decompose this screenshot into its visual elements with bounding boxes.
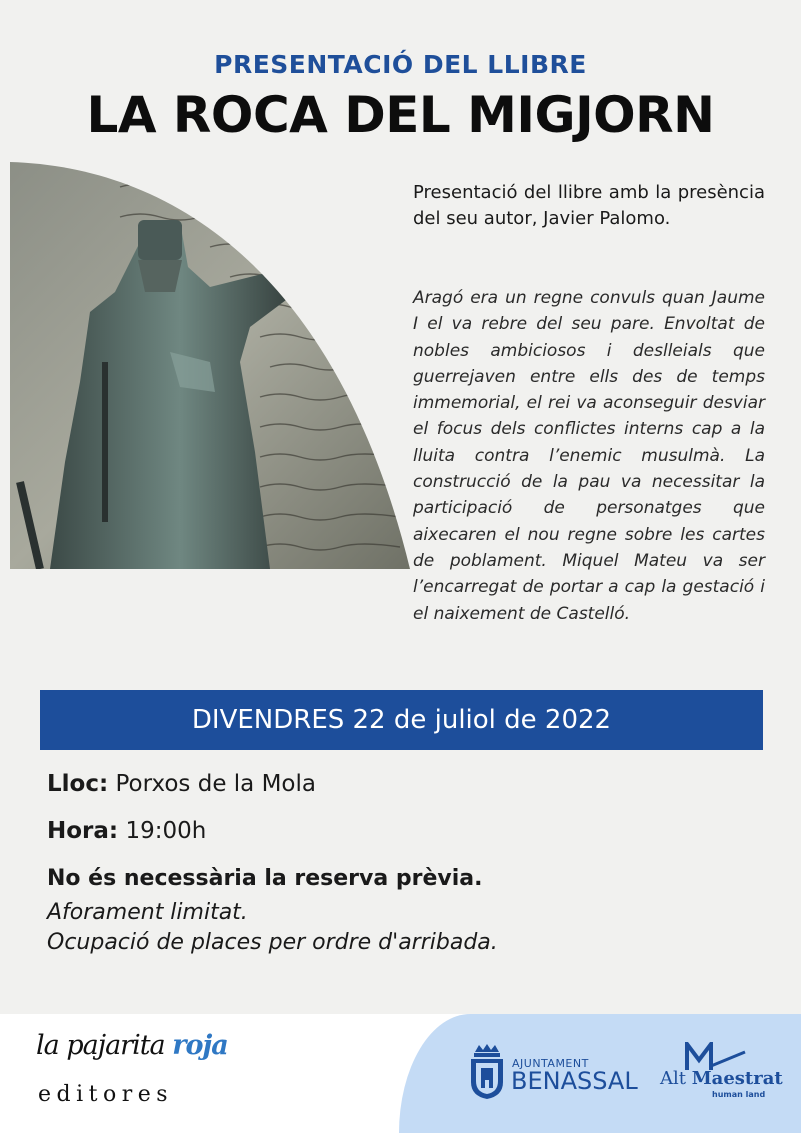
time-line: [47, 818, 206, 844]
event-date: DIVENDRES 22 de juliol de 2022: [191, 705, 612, 735]
reservation-note: No és necessària la reserva prèvia.: [47, 866, 483, 891]
benassal-crest-icon: [469, 1042, 505, 1100]
intro-paragraph: Presentació del llibre amb la presència del seu autor, Javier Palomo.: [413, 182, 765, 229]
synopsis-paragraph: Aragó era un regne convuls quan Jaume I el va rebre del seu pare. Envoltat de nobles ambiciosos i deslleials que guerrejaven entre ells des de temps immemorial, el rei va aconseguir desviar el focus dels conflictes interns cap a la lluita contra l’enemic musulmà. La construcció de la pau va necessitar la participació de personatges que aixecaren el nou regne sobre les cartes de poblament. Miquel Mateu va ser l’encarregat de portar a cap la gestació i el naixement de Castelló.: [413, 288, 765, 624]
time-label: Hora:: [47, 818, 119, 844]
time-value: 19:00h: [125, 818, 207, 844]
footer: [0, 1014, 801, 1133]
statue-with-manuscript-image: [10, 162, 410, 569]
capacity-note: Aforament limitat.: [47, 900, 248, 925]
alt-maestrat-part1: Alt: [660, 1068, 686, 1089]
benassal-label: BENASSAL: [511, 1067, 638, 1095]
ajuntament-label: AJUNTAMENT: [512, 1057, 589, 1070]
publisher-name-part2: roja: [172, 1030, 228, 1061]
place-line: [47, 771, 316, 797]
alt-maestrat-label: [660, 1068, 783, 1089]
publisher-logo: [36, 1030, 228, 1061]
arrival-order-note: Ocupació de places per ordre d'arribada.: [47, 930, 498, 955]
alt-maestrat-tagline: human land: [712, 1090, 766, 1099]
place-value: Porxos de la Mola: [115, 771, 316, 797]
book-title: LA ROCA DEL MIGJORN: [86, 86, 715, 144]
publisher-subtitle: editores: [38, 1082, 174, 1107]
place-label: Lloc:: [47, 771, 109, 797]
date-banner: [40, 690, 763, 750]
event-subtitle: PRESENTACIÓ DEL LLIBRE: [214, 50, 587, 79]
publisher-name-part1: la pajarita: [36, 1030, 165, 1061]
hero-image: [10, 162, 410, 569]
alt-maestrat-part2: Maestrat: [691, 1068, 783, 1089]
